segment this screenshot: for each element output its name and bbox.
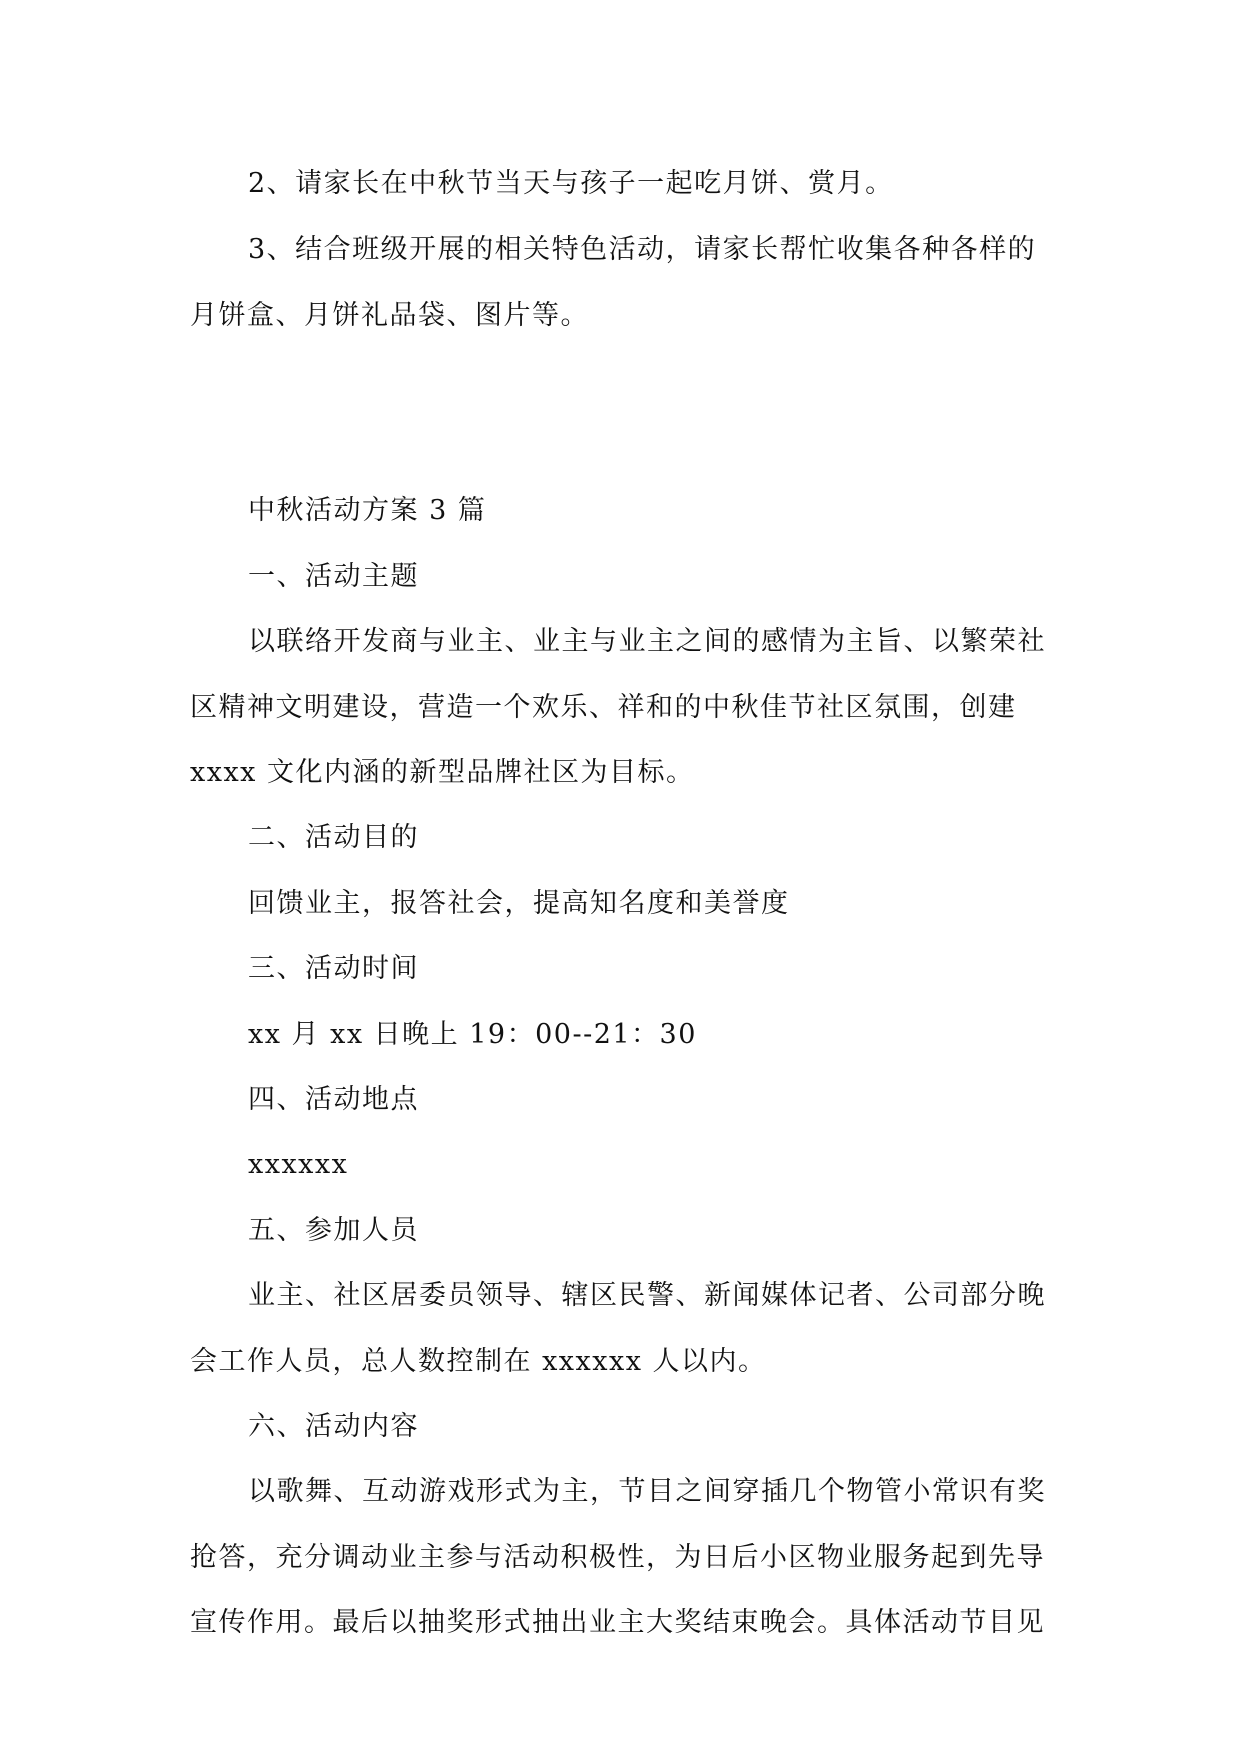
heading-activity-purpose: 二、活动目的	[248, 822, 419, 853]
paragraph-item-3-line-1: 3、结合班级开展的相关特色活动，请家长帮忙收集各种各样的	[248, 234, 1037, 265]
heading-activity-time: 三、活动时间	[248, 953, 419, 984]
participants-paragraph-line-2: 会工作人员，总人数控制在 xxxxxx 人以内。	[190, 1346, 767, 1377]
theme-paragraph-line-1: 以联络开发商与业主、业主与业主之间的感情为主旨、以繁荣社	[248, 626, 1046, 657]
purpose-paragraph: 回馈业主，报答社会，提高知名度和美誉度	[248, 888, 790, 919]
heading-activity-theme: 一、活动主题	[248, 561, 419, 592]
time-paragraph: xx 月 xx 日晚上 19：00--21：30	[248, 1019, 697, 1050]
theme-paragraph-line-3: xxxx 文化内涵的新型品牌社区为目标。	[190, 757, 695, 788]
participants-paragraph-line-1: 业主、社区居委员领导、辖区民警、新闻媒体记者、公司部分晚	[248, 1280, 1046, 1311]
heading-activity-location: 四、活动地点	[248, 1084, 419, 1115]
paragraph-item-2: 2、请家长在中秋节当天与孩子一起吃月饼、赏月。	[248, 168, 894, 199]
section-title: 中秋活动方案 3 篇	[248, 495, 487, 526]
content-paragraph-line-2: 抢答，充分调动业主参与活动积极性，为日后小区物业服务起到先导	[190, 1542, 1045, 1573]
heading-activity-content: 六、活动内容	[248, 1411, 419, 1442]
content-paragraph-line-1: 以歌舞、互动游戏形式为主，节目之间穿插几个物管小常识有奖	[248, 1476, 1046, 1507]
paragraph-item-3-line-2: 月饼盒、月饼礼品袋、图片等。	[190, 300, 589, 331]
content-paragraph-line-3: 宣传作用。最后以抽奖形式抽出业主大奖结束晚会。具体活动节目见	[190, 1607, 1045, 1638]
location-paragraph: xxxxxx	[248, 1149, 349, 1180]
heading-participants: 五、参加人员	[248, 1215, 419, 1246]
theme-paragraph-line-2: 区精神文明建设，营造一个欢乐、祥和的中秋佳节社区氛围，创建	[190, 692, 1017, 723]
